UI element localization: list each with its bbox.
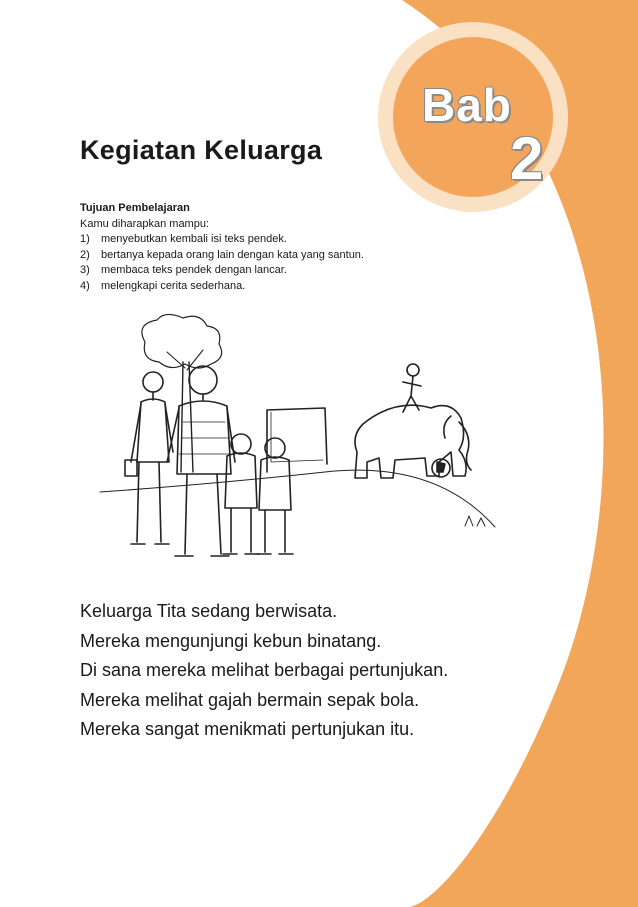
illustration-family-at-zoo	[95, 312, 500, 572]
objective-item: 4) melengkapi cerita sederhana.	[80, 279, 246, 292]
mother-figure	[125, 372, 173, 544]
objectives-list	[80, 232, 440, 294]
story-line: Keluarga Tita sedang berwisata.	[80, 601, 338, 621]
story-line: Mereka mengunjungi kebun binatang.	[80, 630, 382, 651]
story-line: Mereka sangat menikmati pertunjukan itu.	[80, 719, 415, 739]
elephant-with-rider	[355, 364, 471, 478]
football	[432, 459, 450, 477]
chapter-badge-word: Bab	[422, 79, 512, 131]
child-figure-2	[257, 438, 293, 554]
child-figure-1	[223, 434, 259, 554]
tree	[142, 314, 222, 472]
objective-item: 1) menyebutkan kembali isi teks pendek.	[80, 233, 287, 245]
page-title: Kegiatan Keluarga	[80, 135, 323, 165]
objectives-intro: Kamu diharapkan mampu:	[80, 217, 210, 230]
story-line: Di sana mereka melihat berbagai pertunjukan.	[80, 660, 449, 680]
objective-item: 2) bertanya kepada orang lain dengan kata yang santun.	[80, 248, 364, 261]
learning-objectives	[80, 201, 440, 294]
football-goal	[267, 408, 327, 472]
story-text	[80, 597, 540, 745]
objectives-heading: Tujuan Pembelajaran	[80, 202, 190, 214]
objective-item: 3) membaca teks pendek dengan lancar.	[80, 264, 287, 276]
chapter-badge-number: 2	[510, 125, 544, 192]
story-line: Mereka melihat gajah bermain sepak bola.	[80, 689, 420, 710]
grass-tufts	[465, 516, 485, 526]
father-figure	[167, 366, 235, 556]
